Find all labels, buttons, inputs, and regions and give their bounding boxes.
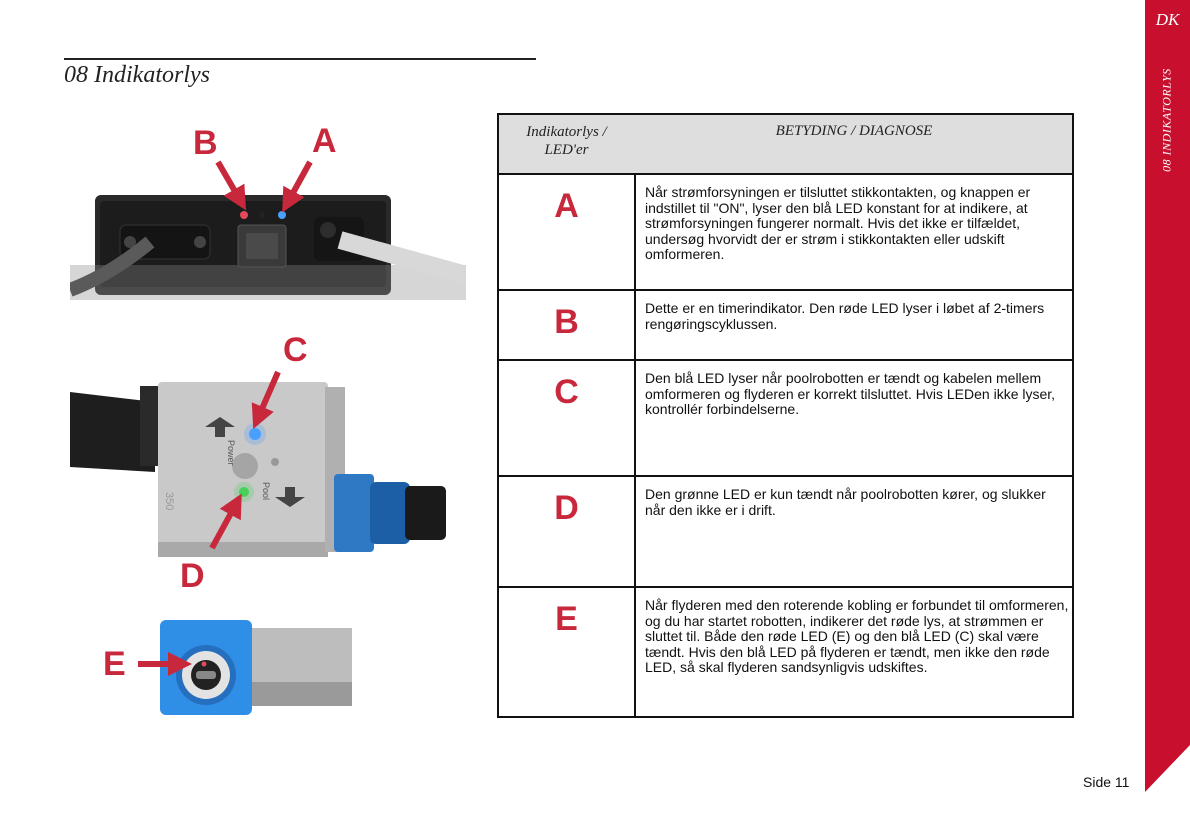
row-letter: A [554,187,579,225]
photo-label-c: C [283,331,308,369]
row-description: Dette er en timerindikator. Den røde LED lyser i løbet af 2-timers rengøringscyklussen. [645,300,1045,332]
language-code: DK [1155,10,1180,29]
table-row [499,361,1072,477]
section-tab-label: 08 INDIKATORLYS [1159,68,1174,172]
header-indicator-line2: LED'er [544,142,589,158]
pool-label: Pool [261,482,271,501]
table-row [499,477,1072,588]
header-meaning: BETYDING / DIAGNOSE [775,123,933,139]
table-row [499,175,1072,291]
indicator-table [497,113,1074,718]
row-description: Når strømforsyningen er tilsluttet stikkontakten, og knappen er indstillet til "ON", lyser den blå LED konstant for at indikere, at strømforsyningen fungerer normalt. Hvis det ikke er tilfældet, undersøg hvorvidt der er strøm i stikkontakten eller udskift omformeren. [645,184,1031,262]
photo-label-a: A [312,122,337,160]
section-tab [1145,0,1190,792]
row-letter: D [554,489,579,527]
row-letter: E [555,600,578,638]
header-indicator-line1: Indikatorlys / [526,124,607,140]
header-indicator [499,123,634,159]
page-title: 08 Indikatorlys [64,62,210,88]
arrow-a [288,162,310,202]
arrow-d [212,504,236,548]
arrow-b [218,162,240,200]
row-description: Den grønne LED er kun tændt når poolrobotten kører, og slukker når den ikke er i drift. [645,486,1046,518]
page-number: Side 11 [1083,774,1130,790]
callout-arrows [0,0,500,720]
power-label: Power [226,440,236,466]
table-row [499,588,1072,716]
row-letter: C [554,373,579,411]
photo-label-e: E [103,645,126,683]
model-label: 350 [163,492,175,511]
row-description: Den blå LED lyser når poolrobotten er tændt og kabelen mellem omformeren og flyderen er korrekt tilsluttet. Hvis LEDen ikke lyser, kontrollér forbindelserne. [645,370,1056,417]
table-header [499,115,1072,175]
photo-label-b: B [193,124,218,162]
table-row [499,291,1072,361]
row-description: Når flyderen med den roterende kobling er forbundet til omformeren, og du har startet robotten, indikerer det røde lys, at strømmen er sluttet til. Både den røde LED (E) og den blå LED (C) skal være tændt. Hvis den blå LED på flyderen er tændt, men ikke den røde LED, så skal flyderen sandsynligvis udskiftes. [645,597,1069,675]
row-letter: B [554,303,579,341]
photo-label-d: D [180,557,205,595]
arrow-c [258,372,278,418]
